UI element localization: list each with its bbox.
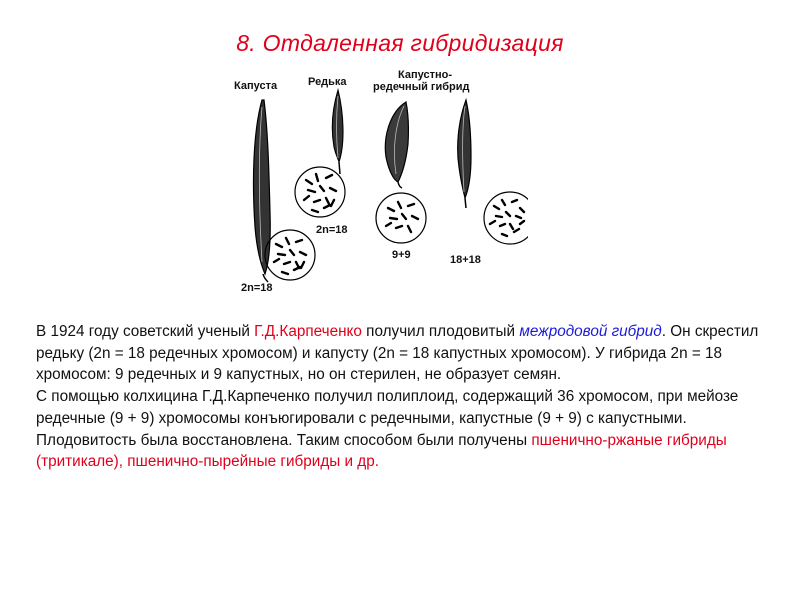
paragraph-2 — [36, 386, 776, 473]
hybridization-figure — [228, 62, 528, 302]
p1-text-c: . Он скрестил редьку (2n = 18 редечных хромосом) и капусту (2n = 18 капустных хромосом). У гибрида 2n = 18 хромосом: 9 редечных и 9 капустных, но он стерилен, не образует семян. — [36, 323, 759, 384]
p1-text-a: В 1924 году советский ученый — [36, 323, 255, 340]
label-radish-chromosomes: 2n=18 — [316, 224, 348, 236]
label-hybrid-chromosomes-1: 9+9 — [392, 249, 411, 261]
hybrid-examples: пшенично-ржаные гибриды (тритикале), пшенично-пырейные гибриды и др. — [36, 431, 727, 471]
hybrid-pod-icon — [385, 102, 408, 188]
label-cabbage: Капуста — [234, 80, 278, 92]
label-hybrid-line1: Капустно- — [398, 69, 452, 81]
scientist-name: Г.Д.Карпеченко — [254, 323, 362, 340]
label-hybrid-line2: редечный гибрид — [373, 81, 470, 93]
chromosome-set-icon — [265, 167, 528, 280]
label-radish: Редька — [308, 76, 347, 88]
p1-text-b: получил плодовитый — [361, 323, 520, 340]
cabbage-pod-icon — [253, 100, 270, 282]
label-cabbage-chromosomes: 2n=18 — [241, 282, 273, 294]
hybrid-polyploid-pod-icon — [458, 100, 471, 208]
term-intergeneric-hybrid: межродовой гибрид — [519, 323, 662, 340]
p2-text-a: С помощью колхицина Г.Д.Карпеченко получил полиплоид, содержащий 36 хромосом, при мейозе редечные (9 + 9) хромосомы конъюгировали с редечными, капустные (9 + 9) с капустными. Плодовитость была восстановлена. Таким способом были получены — [36, 388, 739, 449]
radish-pod-icon — [332, 90, 343, 174]
figure-drawing — [228, 62, 528, 302]
page-title: 8. Отдаленная гибридизация — [236, 30, 564, 56]
body-text — [36, 321, 776, 473]
paragraph-1 — [36, 321, 776, 386]
label-hybrid-chromosomes-2: 18+18 — [450, 254, 481, 266]
